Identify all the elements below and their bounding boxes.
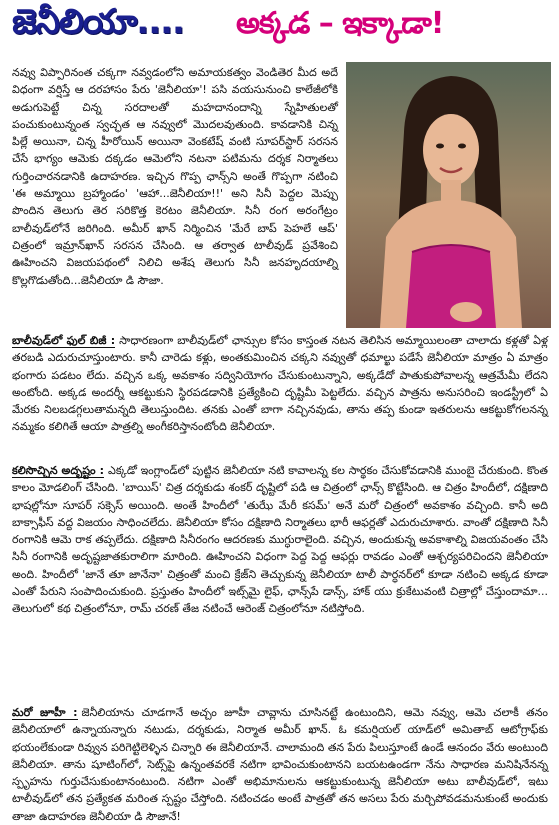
actress-photo — [346, 62, 551, 328]
section-another-juhi — [12, 704, 548, 823]
section-luck — [12, 462, 548, 698]
section-heading: మరో జూహీ : — [12, 706, 78, 719]
article-subtitle: అక్కడ – ఇక్కాడా! — [236, 6, 444, 41]
section-bollywood-busy — [12, 332, 548, 458]
section-body: సాధారణంగా బాలీవుడ్‌లో ఛాన్సుల కోసం కాస్తంత నటన తెలిసిన అమ్మాయిలంతా చాలాదు కళ్లతో ఏళ్ల తరబడి ఎదురుచూస్తుంటారు. కానీ చారెడు కళ్లు, అంతకుమించిన చక్కని నవ్వుతో ధమాల్ఖు పడేసే జెనీలియా మాత్రం ఏ మాత్రం భంగారు పడటం లేదు. వచ్చిన ఒక్క అవకాశం సద్వినియోగం చేసుకుంటున్నాని, అక్కడేదో పాతుకుపోవాలన్న ఆత్రమేమీ లేదని అంటోంది. అక్కడ అందర్నీ ఆకట్టుకుని స్థిరపడడానికి ప్రత్యేకించి దృష్టిమీ పెట్టలేదు. వచ్చిన పాత్రను అనుసరించి ఇండస్ట్రీలో ఏ మేరకు నిలబడగ్గలుతామన్నది తెలుస్తుందిట. తనకు ఎంతో బాగా నచ్చినవుడు, తాను తప్ప కుండా ఇతరులను ఆకట్టుకోగలనన్న నమ్మకం కలిగితే ఆయా పాత్రల్ని అంగీకరిస్తానంటోంది జెనీలియా. — [12, 334, 548, 434]
actress-photo-illustration — [346, 62, 551, 328]
section-body: ఎక్కడో ఇంగ్లాండ్‌లో పుట్టిన జెనీలియా నటి కావాలన్న కల సార్థకం చేసుకోవడానికి ముంబై చేరుకుంది. కొంత కాలం మోడలింగ్ చేసింది. 'బాయిస్' చిత్ర దర్శకుడు శంకర్ దృష్టిలో పడి ఆ చిత్రంలో ఛాన్స్ కొట్టేసింది. ఆ చిత్రం హిందీలో, దక్షిణాది భాషల్లోనూ సూపర్ సక్సెస్ అయింది. అంతే హిందీలో 'తుఝే మేరీ కసమ్' అనే మరో చిత్రంలో అవకాశం వచ్చింది. కానీ అది బాక్సాఫీస్ వద్ద విజయం సాధించలేదు. జెనీలియా కోసం దక్షిణాది నిర్మాతలు భారీ ఆఫర్లతో ఎదురుచూశారు. వాంతో దక్షిణాది సినీ రంగానికి ఆమె రాక తప్పలేదు. దక్షిణాది సినీరంగం ఆదరణకు ముగ్ధురాలైంది. వచ్చిన, అందుకున్న అవకాశాల్ని విజయవంతం చేసి సినీ రంగానికి అదృష్టజాతకురాలిగా మారింది. ఊహించని విధంగా పెద్ద పెద్ద ఆఫర్లు రావడం ఎంతో ఆశ్చర్యపరిచిందని జెనీలియా అంది. హిందీలో 'జానే తూ జానేనా' చిత్రంతో మంచి క్రేజ్‌ని తెచ్చుకున్న జెనీలియా టాలీ పార్ధనర్‌లో కూడా నటించి అక్కడ కూడా ఎంతో పేరుని సంపాదించుకుంది. ప్రస్తుతం హిందీలో ఇట్స్‌మై లైఫ్, ఛాన్స్‌పే డాన్స్, హాక్ యు క్రుకేటువంటి చిత్రాల్లో చేస్తుందామా... తెలుగులో కథ చిత్రంలోనూ, రామ్ చరణ్ తేజ నటించే ఆరెంజ్ చిత్రంలోనూ నటిస్తోంది. — [12, 464, 548, 616]
section-body: జెనీలియాను చూడగానే అచ్చం జూహీ చావ్లాను చూసినట్టే ఉంటుందిని, ఆమె నవ్వు, ఆమె చలాకీ తనం జెనీలియాలో ఉన్నాయన్నారు నటుడు, దర్శకుడు, నిర్మాత అమీర్ ఖాన్. ఓ కమర్షియల్ యాడ్‌లో అమితాబ్ ఆటోగ్రాఫ్‌కు భయంలేకుండా రివ్వున పరిగెట్టిలెళ్ళిన చిన్నారి ఈ జెనీలియానే. చాలామంది తన పేరు పిలుస్తూంటే ఉండే ఆనందం వేరు అంటుంది జెనీలియా. తాను షూటింగ్‌లో, సెట్స్‌పై ఉన్నంతవరకే నటిగా భావించుకుంటానని బయటఉండగా నేను సాధారణ మనిషినేనన్న స్పృహను గుర్తుచేసుకుంటానంటుంది. నటిగా ఎంతో అభిమానులను ఆకట్టుకుంటున్న జెనీలియా అటు బాలీవుడ్‌లో, ఇటు టాలీవుడ్‌లో తన ప్రత్యేకత మరింత స్పష్టం చేస్తోంది. నటించడం అంటే పాత్రతో తన అసలు పేరు మర్చిపోవడమనుకుంటే అందుకు తాజా ఉదాహరణ జెనీలియా డి సౌజానే! — [12, 706, 548, 823]
section-heading: బాలీవుడ్‌లో ఫుల్ బిజీ : — [12, 334, 116, 347]
section-heading: కలిసొచ్చిన అదృష్టం : — [12, 464, 104, 477]
article-title: జెనీలియా.... — [12, 2, 184, 42]
article-header — [0, 0, 559, 50]
intro-paragraph: నవ్వు విప్పారినంత చక్కగా నవ్వడంలోని అమాయకత్వం వెండితెర మీద అదే విధంగా వర్షిస్తే ఆ దరహాసం పేరు 'జెనీలియా'! పసి వయసునుంచి కాలేజీలోకి అడుగుపెట్టే చిన్న సరదాలతో మహదానందాన్ని స్నేహితులతో పంచుకుంటున్నంత స్వచ్ఛత ఆ నవ్వులో మొదలవుతుంది. కావడానికి చిన్న పిల్లే అయినా, చిన్న హీరోయిన్ అయినా వెంకటేష్ వంటి సూపర్‌స్టార్ సరసన చేసే భాగ్యం ఆమెకు దక్కడం ఆమెలోని నటనా పటిమను దర్శక నిర్మాతలు గుర్తించారనడానికి ఉదాహరణ. ఇచ్చిన గొప్ప ఛాన్స్‌ని అంతే గొప్పగా నటించి 'ఈ అమ్మాయి బ్రహ్మాండం' 'ఆహా...జెనీలియా!!' అని సినీ పెద్దల మెప్పు పొందిన తెలుగు తెర సరికొత్త కెరటం జెనీలియా. సినీ రంగ అరంగేట్రం బాలీవుడ్‌లోనే జరిగింది. అమీర్ ఖాన్ నిర్మించిన 'మేరే బాప్ పెహలే ఆప్' చిత్రంలో ఇమ్రాన్‌ఖాన్ సరసన చేసింది. ఆ తర్వాత టాలీవుడ్ ప్రవేశించి ఊహించని విజయపథంలో నిలిచి అశేష తెలుగు సినీ జనహృదయాల్ని కొల్లగొడుతోంది...జెనీలియా డి సౌజా. — [12, 66, 338, 287]
